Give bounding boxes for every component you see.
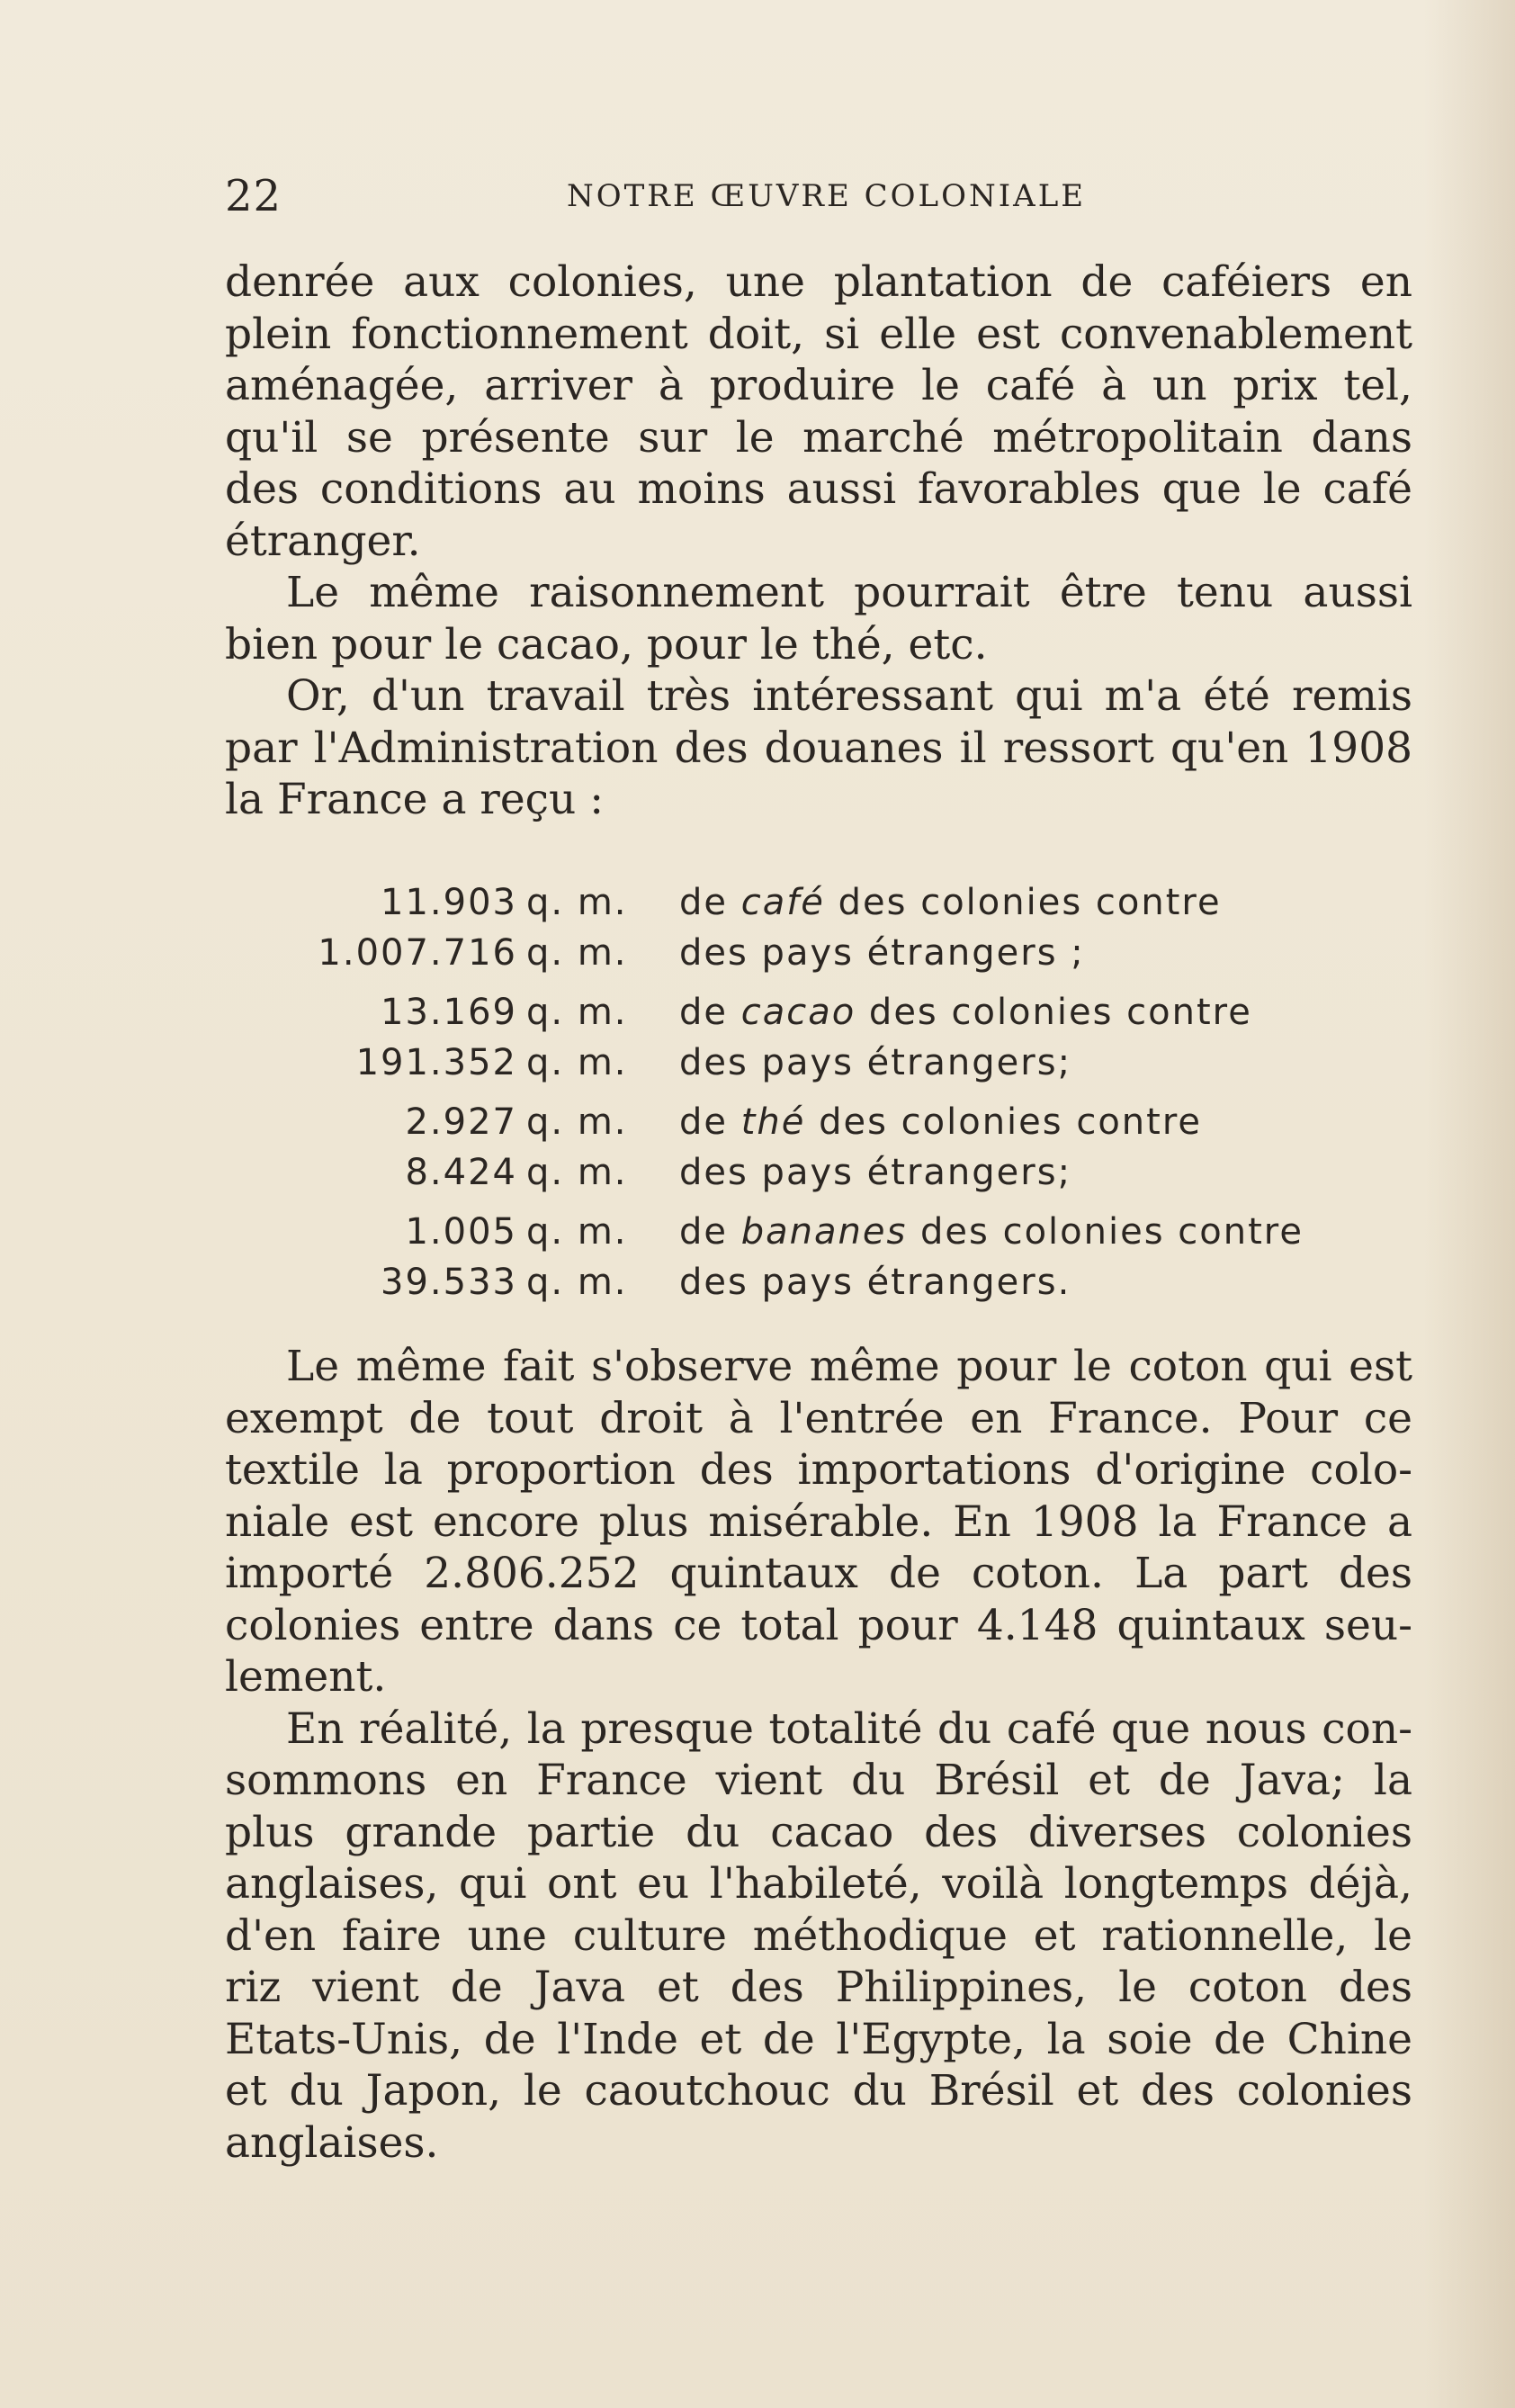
product-name: thé [740,1101,806,1143]
text-line: plus grande partie du cacao des diverses colonies [225,1807,1412,1857]
quantity: 191.352 [355,1042,517,1083]
product-name: café [740,882,825,923]
running-title: NOTRE ŒUVRE COLONIALE [567,178,1087,214]
description: de cacao des colonies contre [679,992,1252,1033]
text-line: bien pour le cacao, pour le thé, etc. [225,619,988,669]
text-line: riz vient de Java et des Philippines, le coton des [225,1963,1412,2012]
text-line: denrée aux colonies, une plantation de caféiers en [225,257,1412,307]
quantity: 2.927 [405,1101,517,1143]
unit: q. m. [526,1262,628,1303]
text-line: exempt de tout droit à l'entrée en France. Pour ce [225,1393,1412,1443]
import-pair-the [270,1101,1349,1202]
text-line: Le même raisonnement pourrait être tenu aussi [286,568,1412,617]
page-number: 22 [225,171,282,221]
quantity: 13.169 [381,992,517,1033]
import-row-colonies [270,992,1349,1042]
text-line: plein fonctionnement doit, si elle est convenablement [225,309,1412,359]
text-line: des conditions au moins aussi favorables que le café [225,464,1412,514]
text-line: aménagée, arriver à produire le café à un prix tel, [225,361,1412,410]
description: de bananes des colonies contre [679,1211,1304,1253]
quantity: 1.007.716 [318,932,517,974]
description: des pays étrangers; [679,1152,1072,1193]
description: des pays étrangers; [679,1042,1072,1083]
unit: q. m. [526,992,628,1033]
text-line: d'en faire une culture méthodique et rationnelle, le [225,1910,1412,1961]
text-line: Etats-Unis, de l'Inde et de l'Egypte, la soie de Chine [225,2014,1412,2064]
import-row-foreign [270,1042,1349,1092]
text-line: par l'Administration des douanes il ressort qu'en 1908 [225,723,1412,773]
text-line: anglaises, qui ont eu l'habileté, voilà longtemps déjà, [225,1859,1412,1909]
text-line: et du Japon, le caoutchouc du Brésil et des colonies [225,2066,1412,2116]
quantity: 8.424 [405,1152,517,1193]
text-line: textile la proportion des importations d'origine colo- [225,1445,1412,1495]
quantity: 1.005 [405,1211,517,1253]
text-line: étranger. [225,516,421,566]
text-line: Or, d'un travail très intéressant qui m'a été remis [286,671,1412,721]
import-row-colonies [270,1101,1349,1152]
text-line: anglaises. [225,2117,439,2168]
import-row-colonies [270,1211,1349,1262]
import-pair-cacao [270,992,1349,1092]
description: de thé des colonies contre [679,1101,1203,1143]
quantity: 39.533 [381,1262,517,1303]
product-name: bananes [740,1211,908,1253]
text-line: Le même fait s'observe même pour le coton qui est [286,1342,1412,1391]
unit: q. m. [526,882,628,923]
product-name: cacao [740,992,856,1033]
text-block-before-table [225,256,1412,826]
quantity: 11.903 [381,882,517,923]
imports-table [270,882,1349,1321]
text-line: qu'il se présente sur le marché métropolitain dans [225,412,1412,463]
text-line: importé 2.806.252 quintaux de coton. La part des [225,1549,1412,1598]
description: des pays étrangers ; [679,932,1085,974]
page-header [225,171,1412,225]
import-pair-bananes [270,1211,1349,1312]
text-line: lement. [225,1652,387,1702]
text-line: niale est encore plus misérable. En 1908 la France a [225,1496,1412,1547]
unit: q. m. [526,1101,628,1143]
unit: q. m. [526,932,628,974]
import-row-foreign [270,1262,1349,1312]
text-line: colonies entre dans ce total pour 4.148 quintaux seu- [225,1600,1412,1650]
import-row-foreign [270,1152,1349,1202]
text-line: sommons en France vient du Brésil et de Java; la [225,1756,1412,1805]
unit: q. m. [526,1042,628,1083]
text-line: En réalité, la presque totalité du café que nous con- [286,1703,1412,1754]
description: des pays étrangers. [679,1262,1071,1303]
import-row-colonies [270,882,1349,932]
import-row-foreign [270,932,1349,983]
text-block-after-table [225,1341,1412,2169]
unit: q. m. [526,1152,628,1193]
unit: q. m. [526,1211,628,1253]
text-line: la France a reçu : [225,775,605,824]
import-pair-cafe [270,882,1349,983]
description: de café des colonies contre [679,882,1222,923]
